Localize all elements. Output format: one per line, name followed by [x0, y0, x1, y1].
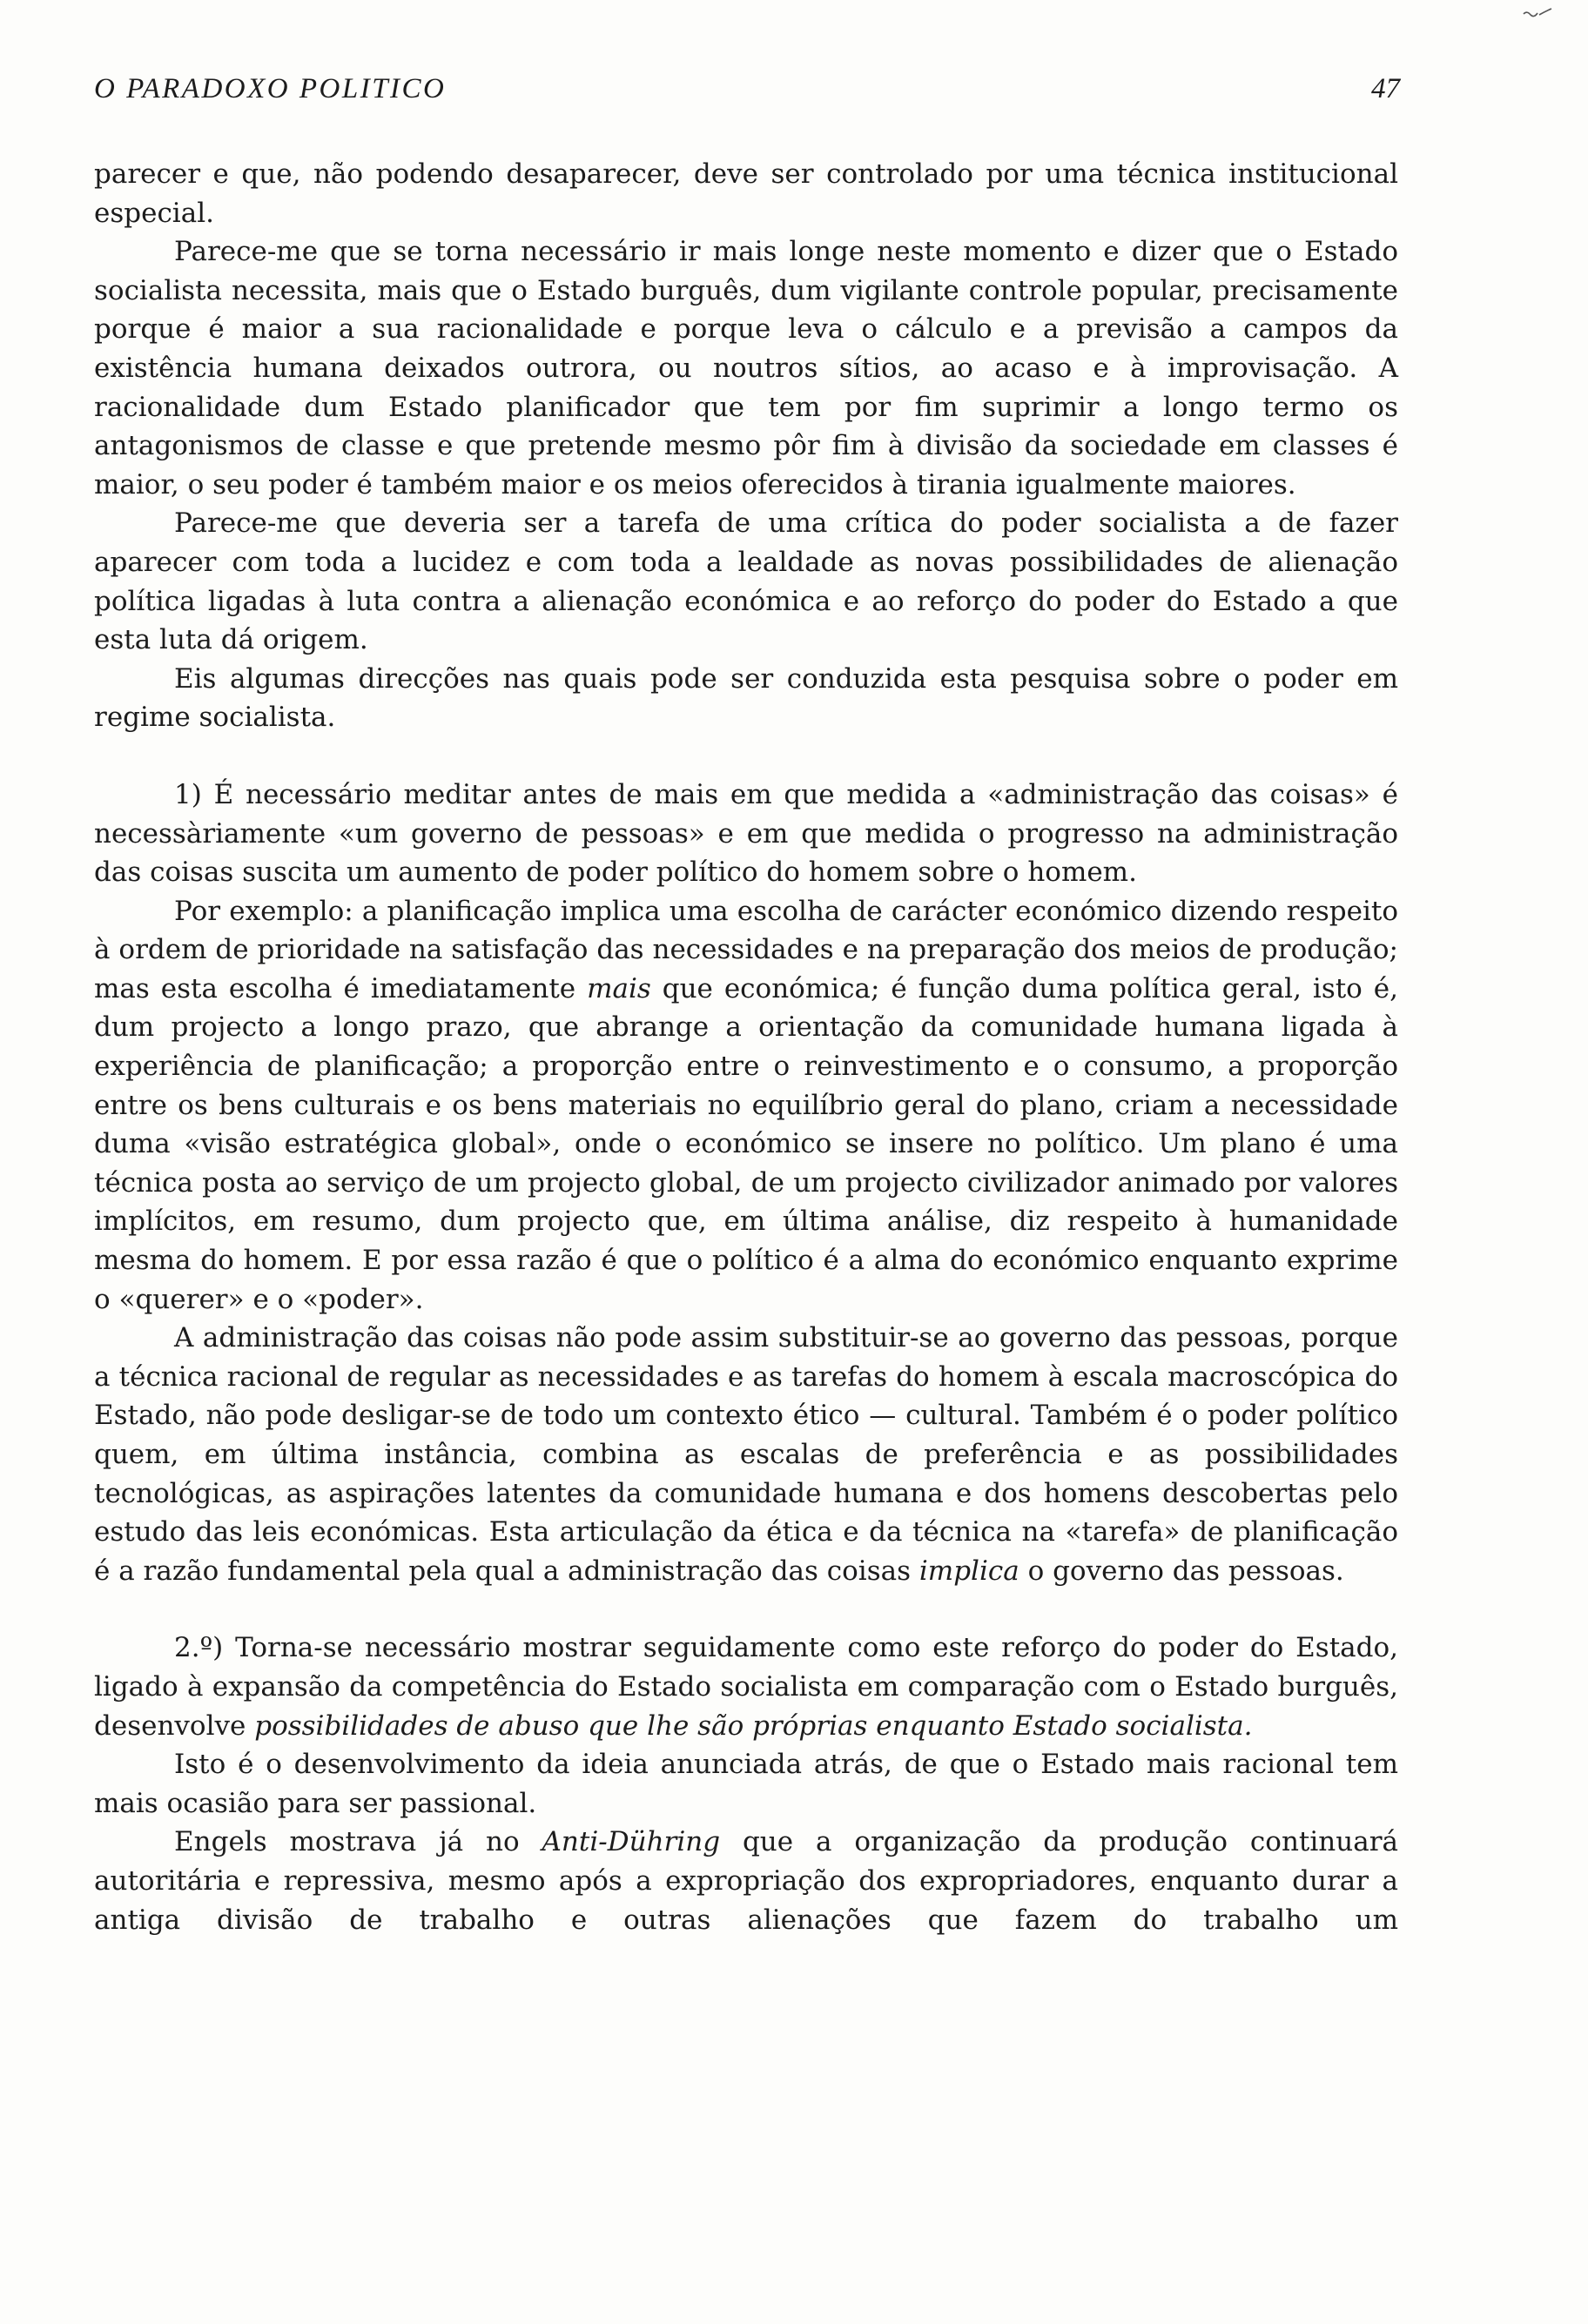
- paragraph: [94, 232, 1398, 504]
- text-run: Eis algumas direcções nas quais pode ser conduzida esta pesquisa sobre o poder em regime socialista.: [94, 662, 1398, 734]
- text-run: 2.º) Torna-se necessário mostrar seguidamente como este reforço do poder do Estado, ligado à expansão da competência do Estado socialista em comparação com o Estado burguês, desenvolve: [94, 1632, 1398, 1742]
- text-run: Parece-me que deveria ser a tarefa de uma crítica do poder socialista a de fazer aparecer com toda a lucidez e com toda a lealdade as novas possibilidades de alienação política ligadas à luta contra a alienação económica e ao reforço do poder do Estado a que esta luta dá origem.: [94, 507, 1398, 656]
- text-run: que económica; é função duma política geral, isto é, dum projecto a longo prazo, que abrange a orientação da comunidade humana ligada à experiência de planificação; a proporção entre o reinvestimento e o consumo, a proporção entre os bens culturais e os bens materiais no equilíbrio geral do plano, criam a necessidade duma «visão estratégica global», onde o económico se insere no político. Um plano é uma técnica posta ao serviço de um projecto global, de um projecto civilizador animado por valores implícitos, em resumo, dum projecto que, em última análise, diz respeito à humanidade mesma do homem. E por essa razão é que o político é a alma do económico enquanto exprime o «querer» e o «poder».: [94, 972, 1398, 1315]
- text-run: parecer e que, não podendo desaparecer, deve ser controlado por uma técnica institucional especial.: [94, 158, 1398, 229]
- text-run: o governo das pessoas.: [1019, 1555, 1344, 1587]
- text-run: Engels mostrava já no: [174, 1826, 542, 1858]
- emphasis: implica: [918, 1555, 1019, 1587]
- pencil-mark: [1522, 2, 1553, 21]
- page-header: [94, 73, 1400, 117]
- emphasis: possibilidades de abuso que lhe são próprias enquanto Estado socialista.: [254, 1709, 1253, 1742]
- paragraph: [94, 504, 1398, 659]
- text-run: Por exemplo: a planificação implica uma escolha de carácter económico dizendo respeito à ordem de prioridade na satisfação das necessidades e na preparação dos meios de produção; mas esta escolha é imediatamente: [94, 895, 1398, 1004]
- numbered-paragraph-1: [94, 776, 1398, 892]
- text-run: Parece-me que se torna necessário ir mais longe neste momento e dizer que o Estado socialista necessita, mais que o Estado burguês, dum vigilante controle popular, precisamente porque é maior a sua racionalidade e porque leva o cálculo e a previsão a campos da existência humana deixados outrora, ou noutros sítios, ao acaso e à improvisação. A racionalidade dum Estado planificador que tem por fim suprimir a longo termo os antagonismos de classe e que pretende mesmo pôr fim à divisão da sociedade em classes é maior, o seu poder é também maior e os meios oferecidos à tirania igualmente maiores.: [94, 236, 1398, 500]
- text-run: 1) É necessário meditar antes de mais em que medida a «administração das coisas» é necessàriamente «um governo de pessoas» e em que medida o progresso na administração das coisas suscita um aumento de poder político do homem sobre o homem.: [94, 778, 1398, 889]
- body-text: [94, 155, 1398, 1939]
- running-title: O PARADOXO POLITICO: [94, 73, 447, 104]
- emphasis: Anti-Dühring: [542, 1826, 721, 1858]
- page-number: 47: [1371, 73, 1400, 104]
- paragraph: [94, 892, 1398, 1320]
- numbered-paragraph-2: [94, 1629, 1398, 1745]
- paragraph: [94, 660, 1398, 737]
- paragraph: [94, 1319, 1398, 1590]
- paragraph: [94, 1823, 1398, 1939]
- text-run: que a organização da produção continuará autoritária e repressiva, mesmo após a expropriação dos expropriadores, enquanto durar a antiga divisão de trabalho e outras alienações que fazem do trabalho um: [94, 1826, 1398, 1936]
- paragraph: [94, 1745, 1398, 1823]
- text-run: Isto é o desenvolvimento da ideia anunciada atrás, de que o Estado mais racional tem mais ocasião para ser passional.: [94, 1749, 1398, 1819]
- emphasis: mais: [587, 972, 651, 1004]
- text-run: A administração das coisas não pode assim substituir-se ao governo das pessoas, porque a técnica racional de regular as necessidades e as tarefas do homem à escala macroscópica do Estado, não pode desligar-se de todo um contexto ético — cultural. Também é o poder político quem, em última instância, combina as escalas de preferência e as possibilidades tecnológicas, as aspirações latentes da comunidade humana e dos homens descobertas pelo estudo das leis económicas. Esta articulação da ética e da técnica na «tarefa» de planificação é a razão fundamental pela qual a administração das coisas: [94, 1322, 1398, 1587]
- paragraph: [94, 155, 1398, 232]
